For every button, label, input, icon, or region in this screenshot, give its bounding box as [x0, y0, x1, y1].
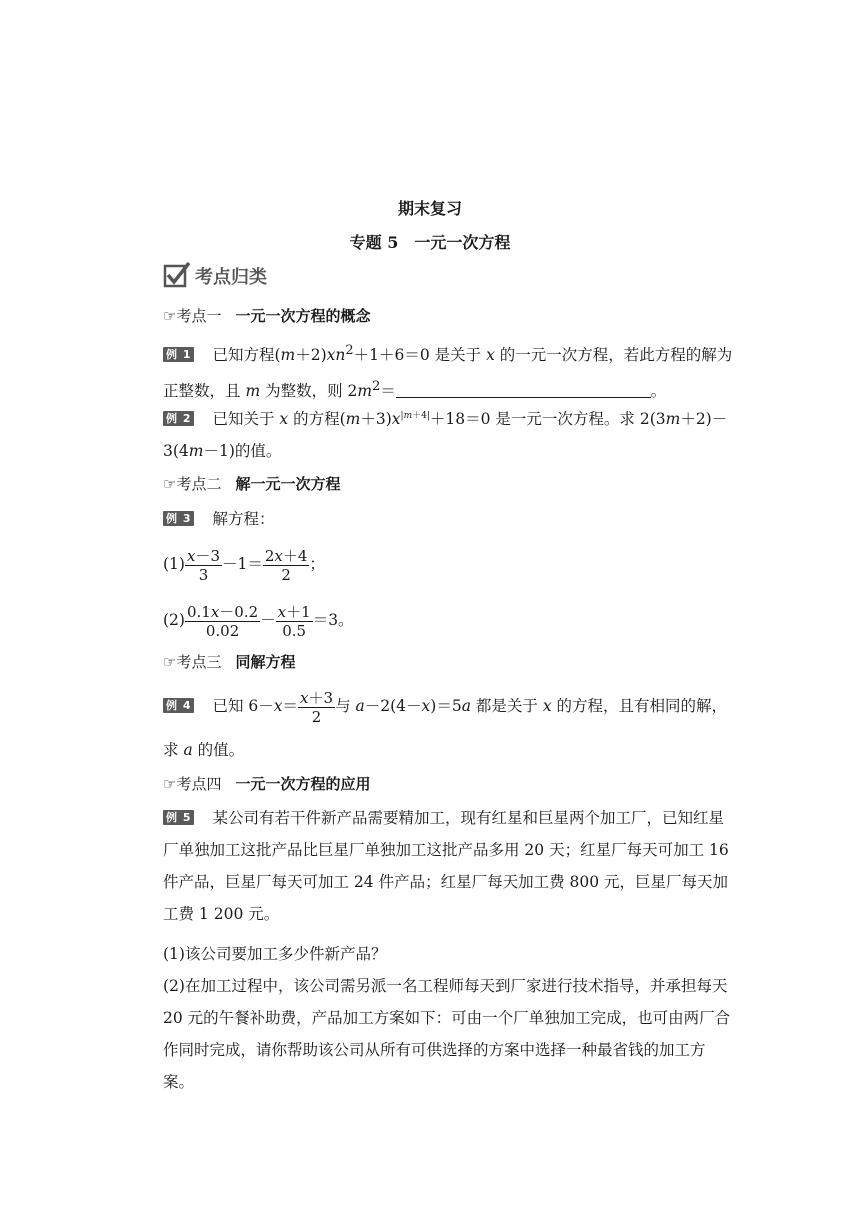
section-header-4: ☞考点四 一元一次方程的应用	[163, 775, 371, 793]
example-badge: 例 3	[163, 511, 194, 526]
pointing-hand-icon: ☞	[163, 307, 177, 325]
question-2: (2)在加工过程中，该公司需另派一名工程师每天到厂家进行技术指导，并承担每天 20 元的午餐补助费，产品加工方案如下：可由一个厂单独加工完成，也可由两厂合作同时完成，请你帮助该公司从所有可供选择的方案中选择一种最省钱的加工方案。	[163, 977, 731, 1091]
example-badge: 例 5	[163, 810, 194, 825]
example-4: 例 4 已知 6－x＝ $\frac{x+3}{2}$ 与 a－2(4－x)＝5a 都是关于 x 的方程，且有相同的解，	[163, 685, 733, 727]
example-badge: 例 4	[163, 698, 194, 713]
equation-2: (2) $\frac{0.1x-0.2}{0.02}$ － $\frac{x+1}{0.5}$ ＝3。	[163, 602, 354, 640]
example-5: 例 5 某公司有若干件新产品需要精加工，现有红星和巨星两个加工厂，已知红星厂单独加工这批产品比巨星厂单独加工这批产品多用 20 天；红星厂每天可加工 16 件产品，巨星厂每天可加工 24 件产品；红星厂每天加工费 800 元，巨星厂每天加工费 1 200 元。	[163, 809, 729, 923]
example-4-cont: 求 a 的值。	[163, 741, 245, 759]
example-1: 例 1 已知方程$(m+2)xn^2+1+6=0$ 是关于 x 的一元一次方程，若此方程的解为正整数，且 m 为整数，则 $2m^2=$ 。	[163, 343, 733, 401]
pointing-hand-icon: ☞	[163, 475, 177, 493]
banner-label: 考点归类	[195, 267, 267, 288]
pointing-hand-icon: ☞	[163, 653, 177, 671]
page-title: 期末复习	[397, 199, 462, 218]
example-3: 例 3 解方程：	[163, 503, 733, 535]
example-badge: 例 2	[163, 411, 194, 426]
equation-1: (1) $\frac{x-3}{3}$ －1＝ $\frac{2x+4}{2}$ ；	[163, 546, 325, 584]
pointing-hand-icon: ☞	[163, 775, 177, 793]
section-header-2: ☞考点二 解一元一次方程	[163, 475, 341, 493]
checkbox-banner-icon	[163, 260, 293, 292]
example-2: 例 2 已知关于 x 的方程$(m+3)x^{|m+4|}+18=0$ 是一元一次方程。求 2(3m＋2)－3(4m－1)的值。	[163, 410, 728, 461]
question-1: (1)该公司要加工多少件新产品？	[163, 945, 387, 963]
example-badge: 例 1	[163, 347, 194, 362]
section-header-1: ☞考点一 一元一次方程的概念	[163, 307, 371, 325]
section-header-3: ☞考点三 同解方程	[163, 653, 296, 671]
page-subtitle: 专题 5 一元一次方程	[349, 233, 511, 252]
answer-blank[interactable]	[396, 381, 651, 398]
